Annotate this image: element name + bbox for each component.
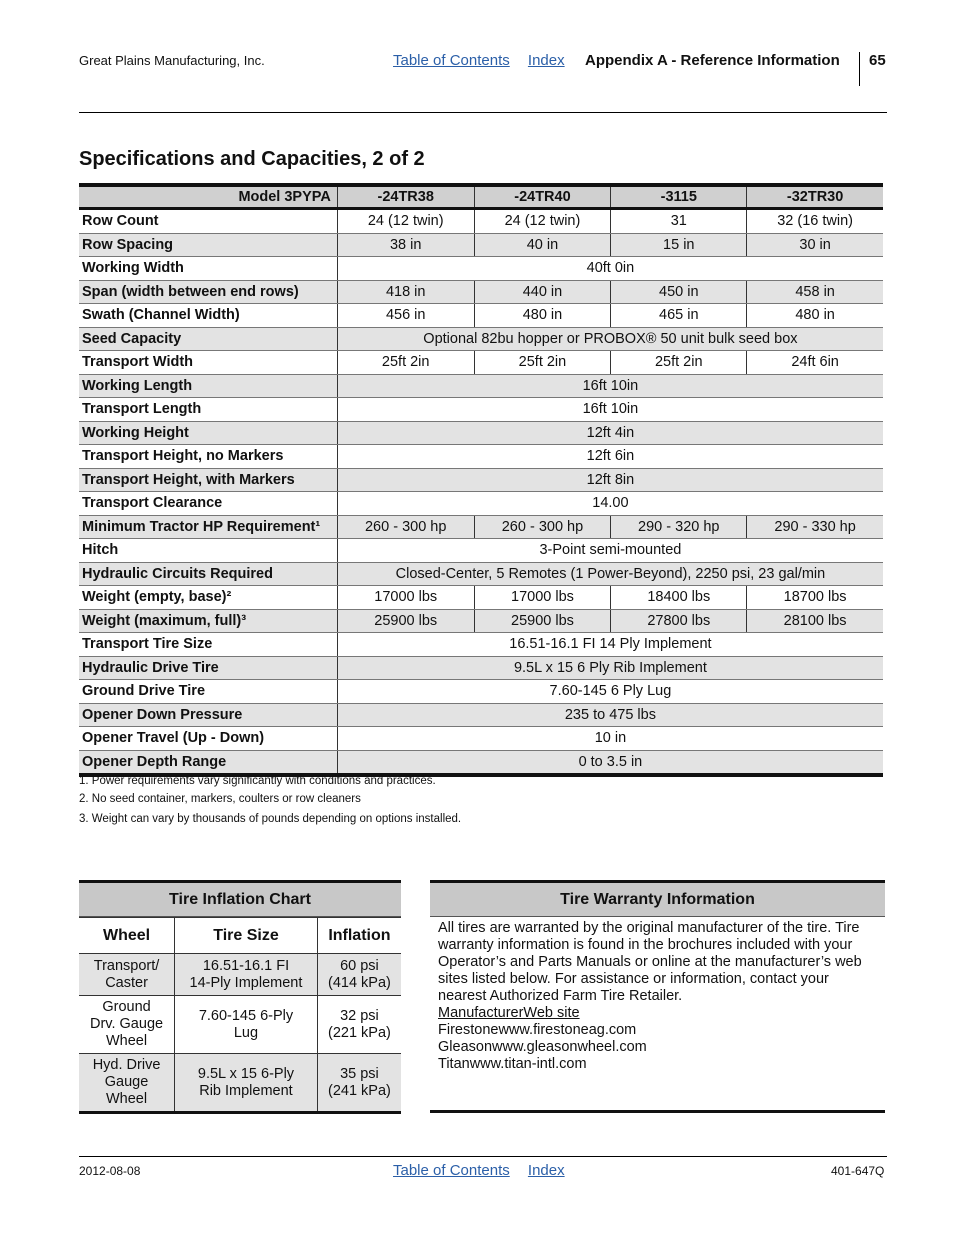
row-label: Seed Capacity	[79, 327, 337, 351]
row-label: Transport Tire Size	[79, 633, 337, 657]
row-value: 40 in	[474, 233, 611, 257]
table-row	[79, 539, 883, 563]
cell-size: 16.51-16.1 FI 14-Ply Implement	[175, 954, 318, 996]
row-value: Optional 82bu hopper or PROBOX® 50 unit bulk seed box	[337, 327, 883, 351]
table-row	[79, 233, 883, 257]
table-row	[79, 515, 883, 539]
row-value: 17000 lbs	[474, 586, 611, 610]
row-value: 15 in	[611, 233, 747, 257]
row-value: 7.60-145 6 Ply Lug	[337, 680, 883, 704]
row-value: 480 in	[474, 304, 611, 328]
row-value: 440 in	[474, 280, 611, 304]
table-row	[79, 351, 883, 375]
row-value: 290 - 330 hp	[747, 515, 883, 539]
footer-index-link[interactable]: Index	[527, 1162, 565, 1179]
row-value: 12ft 6in	[337, 445, 883, 469]
cell-inflation: 35 psi (241 kPa)	[317, 1054, 401, 1112]
model-column-header: -3115	[611, 185, 747, 209]
row-label: Transport Height, with Markers	[79, 468, 337, 492]
footnote-2: 2. No seed container, markers, coulters or row cleaners	[79, 793, 361, 805]
table-row	[79, 633, 883, 657]
row-value: 25ft 2in	[474, 351, 611, 375]
row-value: 24 (12 twin)	[474, 209, 611, 234]
table-row	[79, 445, 883, 469]
footer-nav	[393, 1162, 579, 1179]
row-value: 24ft 6in	[747, 351, 883, 375]
row-value: 31	[611, 209, 747, 234]
page-title: Specifications and Capacities, 2 of 2	[79, 148, 425, 170]
row-value: 25ft 2in	[611, 351, 747, 375]
table-row	[79, 562, 883, 586]
spec-header-row	[79, 185, 883, 209]
cell-wheel: Transport/ Caster	[79, 954, 175, 996]
row-label: Weight (empty, base)²	[79, 586, 337, 610]
table-row	[79, 656, 883, 680]
row-value: 450 in	[611, 280, 747, 304]
row-value: 260 - 300 hp	[337, 515, 474, 539]
table-row	[79, 492, 883, 516]
row-value: 260 - 300 hp	[474, 515, 611, 539]
table-row	[79, 421, 883, 445]
footer-date: 2012-08-08	[79, 1164, 141, 1178]
row-label: Opener Travel (Up - Down)	[79, 727, 337, 751]
model-header: Model 3PYPA	[79, 185, 337, 209]
row-label: Opener Depth Range	[79, 750, 337, 775]
table-row	[79, 609, 883, 633]
row-value: 28100 lbs	[747, 609, 883, 633]
row-label: Row Spacing	[79, 233, 337, 257]
row-label: Working Height	[79, 421, 337, 445]
model-column-header: -24TR40	[474, 185, 611, 209]
spec-table	[79, 183, 883, 777]
row-value: 3-Point semi-mounted	[337, 539, 883, 563]
row-label: Hitch	[79, 539, 337, 563]
row-value: 38 in	[337, 233, 474, 257]
cell-wheel: Ground Drv. Gauge Wheel	[79, 996, 175, 1054]
row-label: Row Count	[79, 209, 337, 234]
row-value: 418 in	[337, 280, 474, 304]
page-number: 65	[869, 52, 886, 69]
tire-warranty-title: Tire Warranty Information	[430, 883, 885, 917]
cell-size: 9.5L x 15 6-Ply Rib Implement	[175, 1054, 318, 1112]
warranty-line: Titanwww.titan-intl.com	[438, 1056, 587, 1072]
row-value: 18400 lbs	[611, 586, 747, 610]
row-value: 32 (16 twin)	[747, 209, 883, 234]
table-row	[79, 280, 883, 304]
row-value: 0 to 3.5 in	[337, 750, 883, 775]
row-value: 290 - 320 hp	[611, 515, 747, 539]
row-value: 10 in	[337, 727, 883, 751]
row-value: 480 in	[747, 304, 883, 328]
table-row	[79, 1054, 401, 1112]
row-value: 16.51-16.1 FI 14 Ply Implement	[337, 633, 883, 657]
footnote-3: 3. Weight can vary by thousands of pounds depending on options installed.	[79, 813, 462, 825]
row-value: 465 in	[611, 304, 747, 328]
row-value: 17000 lbs	[337, 586, 474, 610]
row-value: 27800 lbs	[611, 609, 747, 633]
appendix-title: Appendix A - Reference Information	[585, 52, 840, 69]
row-value: 25ft 2in	[337, 351, 474, 375]
table-row	[79, 327, 883, 351]
table-row	[79, 209, 883, 234]
tire-inflation-chart	[79, 880, 401, 1114]
model-column-header: -32TR30	[747, 185, 883, 209]
table-row	[79, 996, 401, 1054]
footer-rule	[79, 1156, 887, 1157]
model-column-header: -24TR38	[337, 185, 474, 209]
row-label: Working Width	[79, 257, 337, 281]
table-row	[79, 703, 883, 727]
table-row	[79, 750, 883, 775]
row-value: 12ft 8in	[337, 468, 883, 492]
row-value: 24 (12 twin)	[337, 209, 474, 234]
row-value: 458 in	[747, 280, 883, 304]
col-inflation: Inflation	[317, 918, 401, 954]
row-value: 16ft 10in	[337, 374, 883, 398]
row-value: Closed-Center, 5 Remotes (1 Power-Beyond), 2250 psi, 23 gal/min	[337, 562, 883, 586]
col-tire-size: Tire Size	[175, 918, 318, 954]
row-value: 16ft 10in	[337, 398, 883, 422]
row-label: Ground Drive Tire	[79, 680, 337, 704]
table-row	[79, 304, 883, 328]
warranty-text: All tires are warranted by the original manufacturer of the tire. Tire warranty information is found in the brochures included with your Operator’s and Parts Manuals or online at the manufacturer’s web sites listed below. For assistance or information, contact your nearest Authorized Farm Tire Retailer.	[438, 920, 862, 1004]
row-label: Transport Clearance	[79, 492, 337, 516]
cell-inflation: 60 psi (414 kPa)	[317, 954, 401, 996]
row-label: Minimum Tractor HP Requirement¹	[79, 515, 337, 539]
row-value: 456 in	[337, 304, 474, 328]
row-label: Transport Height, no Markers	[79, 445, 337, 469]
table-row	[79, 398, 883, 422]
cell-inflation: 32 psi (221 kPa)	[317, 996, 401, 1054]
row-value: 40ft 0in	[337, 257, 883, 281]
row-label: Transport Length	[79, 398, 337, 422]
warranty-table-header: ManufacturerWeb site	[438, 1005, 580, 1021]
row-label: Working Length	[79, 374, 337, 398]
table-row	[79, 680, 883, 704]
row-label: Opener Down Pressure	[79, 703, 337, 727]
tire-inflation-title: Tire Inflation Chart	[79, 883, 401, 917]
table-row	[79, 374, 883, 398]
table-row	[79, 954, 401, 996]
row-label: Swath (Channel Width)	[79, 304, 337, 328]
row-label: Weight (maximum, full)³	[79, 609, 337, 633]
index-link[interactable]: Index	[527, 52, 565, 69]
row-value: 25900 lbs	[337, 609, 474, 633]
toc-link[interactable]: Table of Contents	[393, 52, 510, 69]
header-divider	[859, 52, 860, 86]
row-value: 9.5L x 15 6 Ply Rib Implement	[337, 656, 883, 680]
row-label: Hydraulic Circuits Required	[79, 562, 337, 586]
table-row	[79, 586, 883, 610]
footnote-1: 1. Power requirements vary significantly with conditions and practices.	[79, 775, 436, 787]
row-value: 235 to 475 lbs	[337, 703, 883, 727]
header-nav	[393, 52, 579, 69]
cell-wheel: Hyd. Drive Gauge Wheel	[79, 1054, 175, 1112]
footer-doc-number: 401-647Q	[831, 1164, 885, 1178]
table-row	[79, 727, 883, 751]
row-label: Span (width between end rows)	[79, 280, 337, 304]
footer-toc-link[interactable]: Table of Contents	[393, 1162, 510, 1179]
row-value: 14.00	[337, 492, 883, 516]
warranty-line: Firestonewww.firestoneag.com	[438, 1022, 637, 1038]
row-label: Transport Width	[79, 351, 337, 375]
row-label: Hydraulic Drive Tire	[79, 656, 337, 680]
tire-warranty-box	[430, 880, 885, 1113]
row-value: 25900 lbs	[474, 609, 611, 633]
warranty-line: Gleasonwww.gleasonwheel.com	[438, 1039, 647, 1055]
row-value: 18700 lbs	[747, 586, 883, 610]
row-value: 12ft 4in	[337, 421, 883, 445]
company-name: Great Plains Manufacturing, Inc.	[79, 53, 265, 68]
cell-size: 7.60-145 6-Ply Lug	[175, 996, 318, 1054]
row-value: 30 in	[747, 233, 883, 257]
table-row	[79, 468, 883, 492]
col-wheel: Wheel	[79, 918, 175, 954]
table-row	[79, 257, 883, 281]
header-rule	[79, 112, 887, 113]
